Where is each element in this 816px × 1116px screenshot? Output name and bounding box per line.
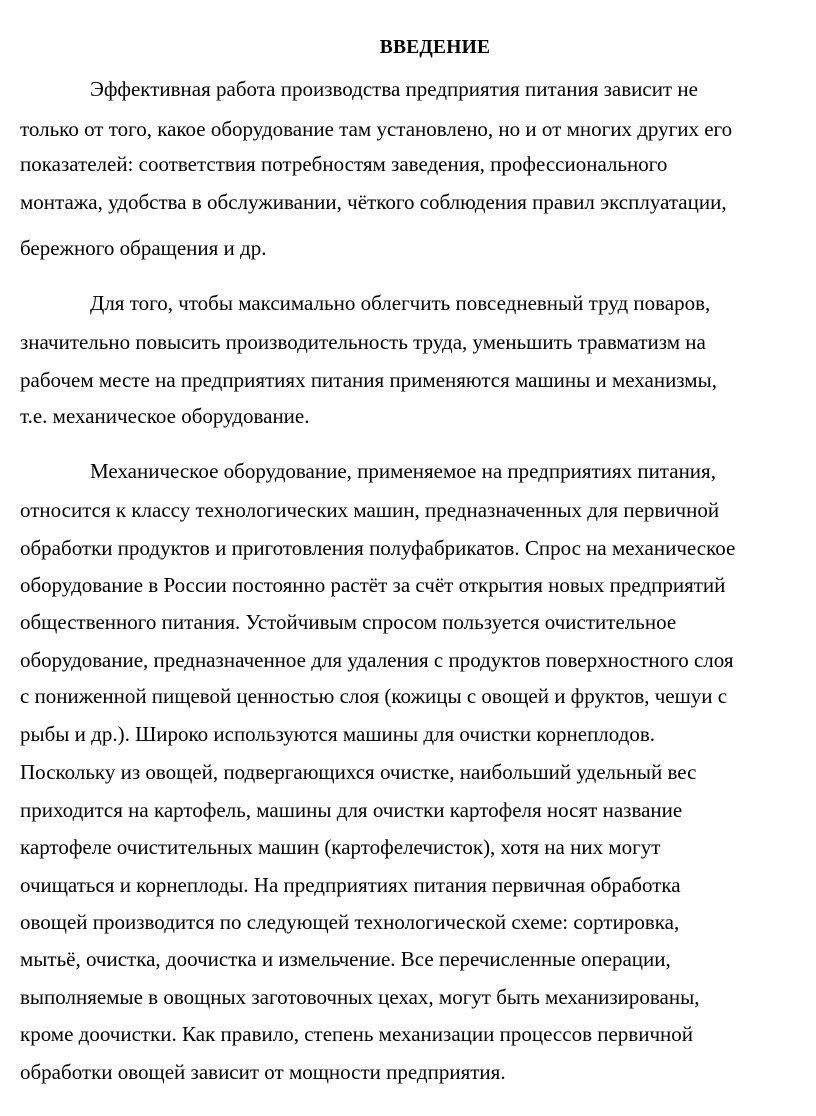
paragraph-1-line-5: бережного обращения и др. — [20, 236, 267, 260]
paragraph-3-line-14: мытьё, очистка, доочистка и измельчение. Все перечисленные операции, — [20, 947, 671, 971]
paragraph-3-line-2: относится к классу технологических машин, предназначенных для первичной — [20, 498, 720, 522]
paragraph-3-line-13: овощей производится по следующей технологической схеме: сортировка, — [20, 910, 680, 934]
paragraph-3-line-12: очищаться и корнеплоды. На предприятиях питания первичная обработка — [20, 873, 681, 897]
paragraph-3-line-3: обработки продуктов и приготовления полуфабрикатов. Спрос на механическое — [20, 536, 736, 560]
paragraph-3-line-7: с пониженной пищевой ценностью слоя (кожицы с овощей и фруктов, чешуи с — [20, 684, 728, 708]
paragraph-3-line-6: оборудование, предназначенное для удаления с продуктов поверхностного слоя — [20, 648, 734, 672]
paragraph-3-line-4: оборудование в России постоянно растёт за счёт открытия новых предприятий — [20, 573, 726, 597]
paragraph-2-line-3: рабочем месте на предприятиях питания применяются машины и механизмы, — [20, 368, 717, 392]
paragraph-1-line-1: Эффективная работа производства предприятия питания зависит не — [90, 77, 698, 101]
paragraph-2-line-4: т.е. механическое оборудование. — [20, 404, 310, 428]
paragraph-2-line-2: значительно повысить производительность труда, уменьшить травматизм на — [20, 330, 706, 354]
paragraph-1-line-2: только от того, какое оборудование там установлено, но и от многих других его — [20, 117, 733, 141]
paragraph-3-line-9: Поскольку из овощей, подвергающихся очистке, наибольший удельный вес — [20, 760, 697, 784]
paragraph-3-line-17: обработки овощей зависит от мощности предприятия. — [20, 1060, 506, 1084]
paragraph-3-line-15: выполняемые в овощных заготовочных цехах, могут быть механизированы, — [20, 985, 700, 1009]
paragraph-3-line-1: Механическое оборудование, применяемое на предприятиях питания, — [90, 459, 716, 483]
paragraph-3-line-10: приходится на картофель, машины для очистки картофеля носят название — [20, 798, 683, 822]
paragraph-3-line-8: рыбы и др.). Широко используются машины для очистки корнеплодов. — [20, 722, 656, 746]
paragraph-1-line-4: монтажа, удобства в обслуживании, чёткого соблюдения правил эксплуатации, — [20, 190, 727, 214]
paragraph-3-line-16: кроме доочистки. Как правило, степень механизации процессов первичной — [20, 1022, 693, 1046]
paragraph-3-line-11: картофеле очистительных машин (картофелечисток), хотя на них могут — [20, 835, 661, 859]
paragraph-2-line-1: Для того, чтобы максимально облегчить повседневный труд поваров, — [90, 291, 711, 315]
paragraph-1-line-3: показателей: соответствия потребностям заведения, профессионального — [20, 152, 668, 176]
paragraph-3-line-5: общественного питания. Устойчивым спросом пользуется очистительное — [20, 610, 677, 634]
document-title: ВВЕДЕНИЕ — [379, 37, 491, 58]
